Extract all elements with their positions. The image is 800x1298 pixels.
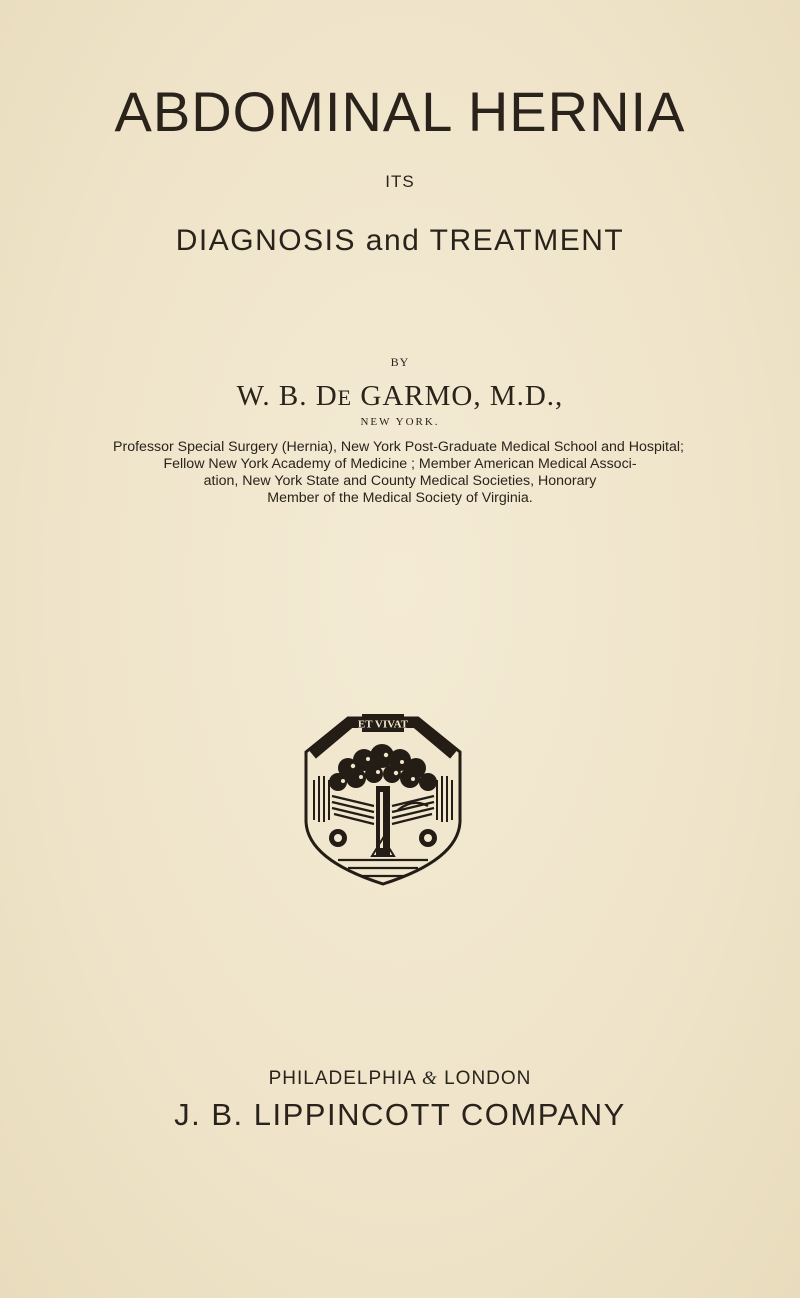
author-name (0, 380, 800, 413)
credentials-line: Member of the Medical Society of Virginia. (267, 490, 533, 506)
author-surname: GARMO, M.D., (352, 380, 564, 412)
emblem-motto: ET VIVAT (357, 718, 409, 731)
author-initials: W. B. D (236, 380, 338, 412)
publisher-name: J. B. LIPPINCOTT COMPANY (174, 1097, 626, 1132)
publication-places (0, 1068, 800, 1090)
author-credentials (0, 439, 800, 507)
ampersand: & (422, 1068, 438, 1089)
subtitle-connector: ITS (385, 172, 415, 191)
author-de-smallcaps: E (337, 385, 353, 410)
credentials-line: ation, New York State and County Medical Societies, Honorary (203, 473, 597, 489)
book-title: ABDOMINAL HERNIA (114, 80, 686, 143)
by-line: BY (390, 355, 410, 369)
credentials-line: Professor Special Surgery (Hernia), New York Post-Graduate Medical School and Hospital; (113, 439, 684, 455)
place-london: LONDON (444, 1068, 532, 1089)
author-city: NEW YORK. (360, 416, 440, 428)
lippincott-tree-emblem-icon (298, 710, 468, 888)
place-philadelphia: PHILADELPHIA (268, 1068, 416, 1089)
book-subtitle: DIAGNOSIS and TREATMENT (175, 224, 625, 257)
credentials-line: Fellow New York Academy of Medicine ; Member American Medical Associ- (163, 456, 637, 472)
